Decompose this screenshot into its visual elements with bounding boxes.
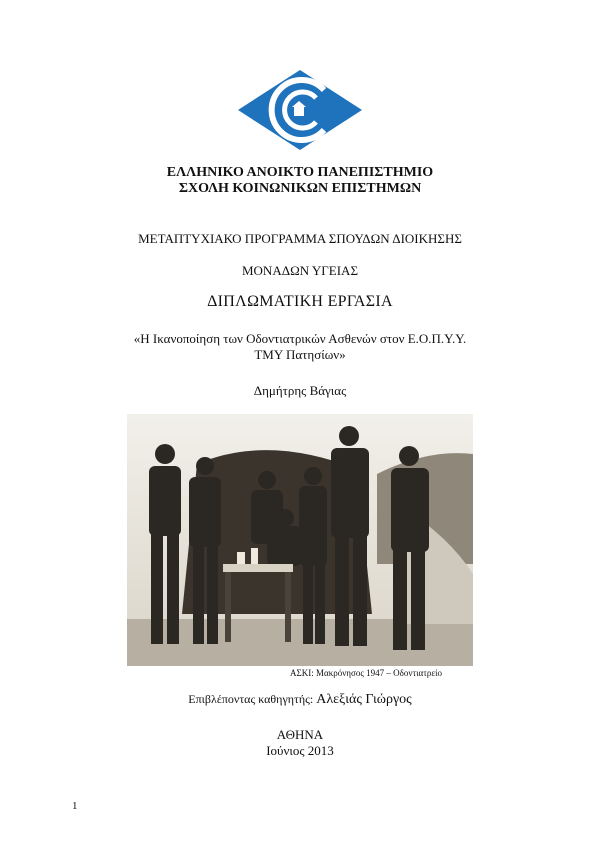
supervisor-name: Αλεξιάς Γιώργος [316,692,412,707]
historical-photo [127,414,473,666]
supervisor-label: Επιβλέποντας καθηγητής: [188,692,314,706]
supervisor-line [0,692,600,708]
university-logo [236,68,364,152]
program-subtitle: ΜΟΝΑΔΩΝ ΥΓΕΙΑΣ [241,263,359,278]
thesis-title-line1: «Η Ικανοποίηση των Οδοντιατρικών Ασθενών στον Ε.Ο.Π.Υ.Υ. [133,331,467,346]
school-name: ΣΧΟΛΗ ΚΟΙΝΩΝΙΚΩΝ ΕΠΙΣΤΗΜΩΝ [178,181,422,196]
page-number: 1 [72,800,78,812]
logo-house [294,106,304,116]
photo-caption: ΑΣΚΙ: Μακρόνησος 1947 – Οδοντιατρείο [290,668,443,678]
author-name: Δημήτρης Βάγιας [253,383,347,398]
document-type: ΔΙΠΛΩΜΑΤΙΚΗ ΕΡΓΑΣΙΑ [207,293,393,310]
place: ΑΘΗΝΑ [276,727,324,742]
institution-name: ΕΛΛΗΝΙΚΟ ΑΝΟΙΚΤΟ ΠΑΝΕΠΙΣΤΗΜΙΟ [166,165,434,180]
date: Ιούνιος 2013 [266,743,334,758]
program-title: ΜΕΤΑΠΤΥΧΙΑΚΟ ΠΡΟΓΡΑΜΜΑ ΣΠΟΥΔΩΝ ΔΙΟΙΚΗΣΗΣ [138,231,462,246]
thesis-title-line2: ΤΜΥ Πατησίων» [254,347,346,362]
